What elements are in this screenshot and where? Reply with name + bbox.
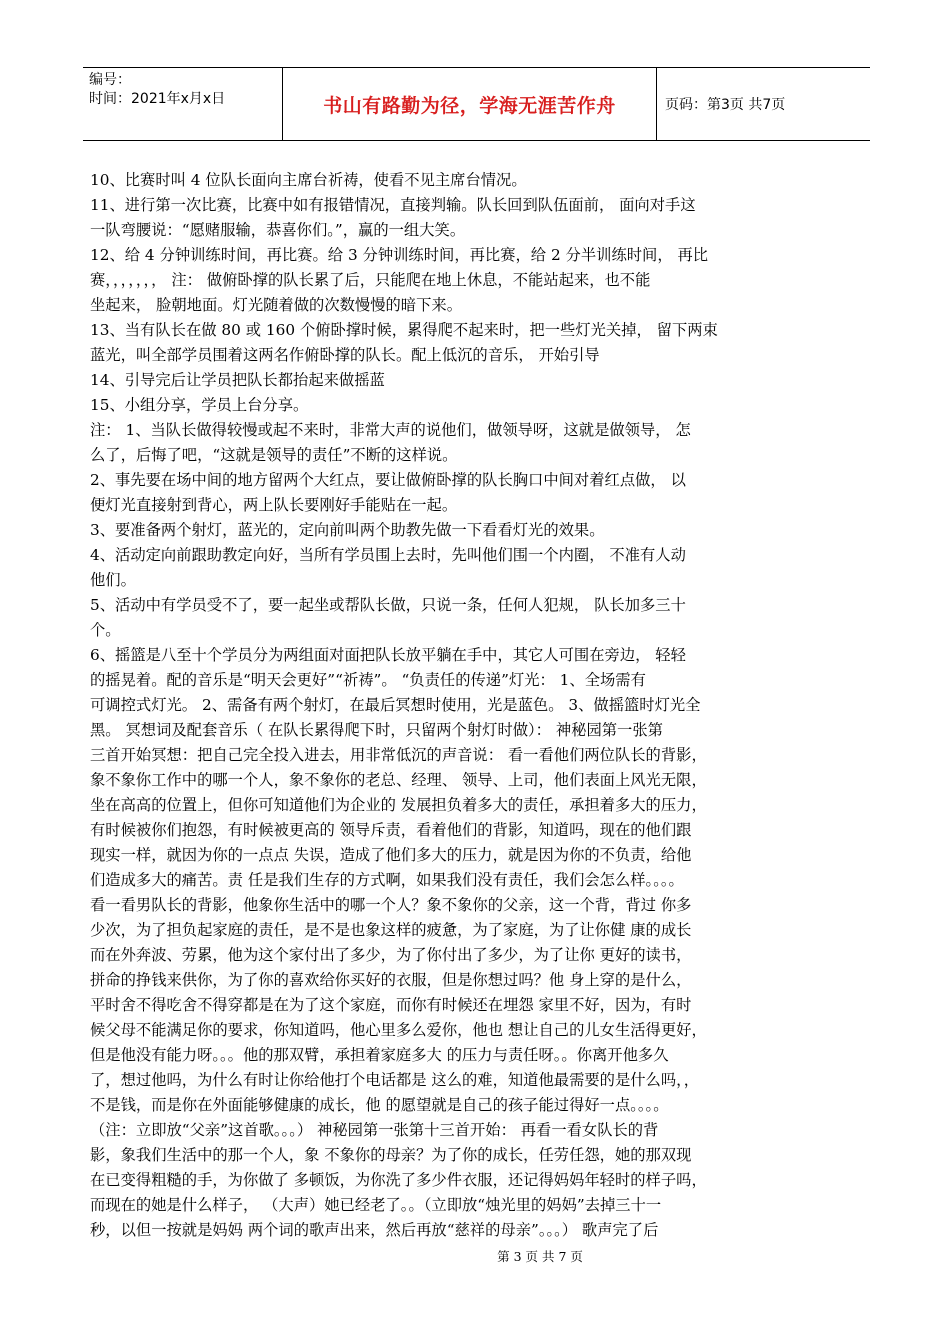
- page-footer: 第 3 页 共 7 页: [497, 1249, 583, 1264]
- text-line: 11、进行第一次比赛，比赛中如有报错情况，直接判输。队长回到队伍面前， 面向对手这: [90, 196, 696, 214]
- text-line: 不是钱，而是你在外面能够健康的成长，他 的愿望就是自己的孩子能过得好一点。。。。: [90, 1096, 669, 1114]
- text-line: 在已变得粗糙的手，为你做了 多顿饭，为你洗了多少件衣服，还记得妈妈年轻时的样子吗，: [90, 1171, 707, 1189]
- text-line: 黑。 冥想词及配套音乐（ 在队长累得爬下时，只留两个射灯时做）： 神秘园第一张第: [90, 721, 663, 739]
- text-line: 10、比赛时叫 4 位队长面向主席台祈祷，使看不见主席台情况。: [90, 171, 527, 189]
- text-line: 4、活动定向前跟助教定向好，当所有学员围上去时，先叫他们围一个内圈， 不准有人动: [90, 546, 686, 564]
- text-line: 赛，，，，，，， 注： 做俯卧撑的队长累了后，只能爬在地上休息，不能站起来，也不能: [90, 271, 651, 289]
- text-line: 们造成多大的痛苦。责 任是我们生存的方式啊，如果我们没有责任，我们会怎么样。。。。: [90, 871, 684, 889]
- text-line: 便灯光直接射到背心，两上队长要刚好手能贴在一起。: [90, 496, 458, 514]
- header-motto: 书山有路勤为径，学海无涯苦作舟: [283, 68, 657, 140]
- document-body: [90, 168, 862, 1243]
- text-line: 的摇晃着。配的音乐是“明天会更好”“祈祷”。 “负责任的传递”灯光： 1、全场需有: [90, 671, 646, 689]
- text-line: 他们。: [90, 571, 136, 589]
- text-line: 坐起来， 脸朝地面。灯光随着做的次数慢慢的暗下来。: [90, 296, 462, 314]
- text-line: 坐在高高的位置上，但你可知道他们为企业的 发展担负着多大的责任，承担着多大的压力，: [90, 796, 707, 814]
- text-line: 秒，以但一按就是妈妈 两个词的歌声出来，然后再放“慈祥的母亲”。。。） 歌声完了后: [90, 1221, 659, 1239]
- doc-time-label: 时间：2021年x月x日: [89, 91, 226, 107]
- text-line: 3、要准备两个射灯，蓝光的，定向前叫两个助教先做一下看看灯光的效果。: [90, 521, 605, 539]
- text-line: 13、当有队长在做 80 或 160 个俯卧撑时候，累得爬不起来时，把一些灯光关掉， 留下两束: [90, 321, 718, 339]
- text-line: 平时舍不得吃舍不得穿都是在为了这个家庭，而你有时候还在埋怨 家里不好，因为，有时: [90, 996, 692, 1014]
- text-line: 象不象你工作中的哪一个人，象不象你的老总、经理、 领导、上司，他们表面上风光无限，: [90, 771, 707, 789]
- text-line: 拼命的挣钱来供你，为了你的喜欢给你买好的衣服，但是你想过吗？他 身上穿的是什么，: [90, 971, 692, 989]
- text-line: 2、事先要在场中间的地方留两个大红点，要让做俯卧撑的队长胸口中间对着红点做， 以: [90, 471, 686, 489]
- text-line: 一队弯腰说：“愿赌服输，恭喜你们。”，赢的一组大笑。: [90, 221, 466, 239]
- text-line: 而现在的她是什么样子， （大声）她已经老了。。（立即放“烛光里的妈妈”去掉三十一: [90, 1196, 662, 1214]
- page-header: [83, 67, 870, 141]
- text-line: 少次，为了担负起家庭的责任，是不是也象这样的疲惫，为了家庭，为了让你健 康的成长: [90, 921, 692, 939]
- text-line: 三首开始冥想：把自己完全投入进去，用非常低沉的声音说： 看一看他们两位队长的背影，: [90, 746, 707, 764]
- text-line: 蓝光，叫全部学员围着这两名作俯卧撑的队长。配上低沉的音乐， 开始引导: [90, 346, 600, 364]
- text-line: 6、摇篮是八至十个学员分为两组面对面把队长放平躺在手中，其它人可围在旁边， 轻轻: [90, 646, 686, 664]
- text-line: 现实一样，就因为你的一点点 失误，造成了他们多大的压力，就是因为你的不负责，给他: [90, 846, 692, 864]
- text-line: 了，想过他吗，为什么有时让你给他打个电话都是 这么的难，知道他最需要的是什么吗，，: [90, 1071, 700, 1089]
- text-line: 15、小组分享，学员上台分享。: [90, 396, 309, 414]
- doc-id-label: 编号：: [89, 72, 131, 88]
- header-meta: [83, 68, 283, 140]
- text-line: 影，象我们生活中的那一个人，象 不象你的母亲？为了你的成长，任劳任怨，她的那双现: [90, 1146, 692, 1164]
- text-line: 有时候被你们抱怨，有时候被更高的 领导斥责，看着他们的背影，知道吗，现在的他们跟: [90, 821, 692, 839]
- header-page-label: 页码：第3页 共7页: [665, 97, 786, 113]
- text-line: 看一看男队长的背影，他象你生活中的哪一个人？象不象你的父亲，这一个背，背过 你多: [90, 896, 692, 914]
- text-line: 5、活动中有学员受不了，要一起坐或帮队长做，只说一条，任何人犯规， 队长加多三十: [90, 596, 686, 614]
- text-line: 但是他没有能力呀。。。他的那双臂，承担着家庭多大 的压力与责任呀。。你离开他多久: [90, 1046, 669, 1064]
- text-line: 12、给 4 分钟训练时间，再比赛。给 3 分钟训练时间，再比赛，给 2 分半训练时间， 再比: [90, 246, 709, 264]
- text-line: 可调控式灯光。 2、需备有两个射灯，在最后冥想时使用，光是蓝色。 3、做摇篮时灯光全: [90, 696, 701, 714]
- text-line: 个。: [90, 621, 121, 639]
- text-line: （注：立即放“父亲”这首歌。。。） 神秘园第一张第十三首开始： 再看一看女队长的背: [90, 1121, 659, 1139]
- text-line: 么了，后悔了吧，“这就是领导的责任”不断的这样说。: [90, 446, 458, 464]
- text-line: 14、引导完后让学员把队长都抬起来做摇蓝: [90, 371, 385, 389]
- text-line: 候父母不能满足你的要求，你知道吗，他心里多么爱你，他也 想让自己的儿女生活得更好，: [90, 1021, 707, 1039]
- text-line: 注： 1、当队长做得较慢或起不来时，非常大声的说他们，做领导呀，这就是做领导， 怎: [90, 421, 691, 439]
- text-line: 而在外奔波、劳累，他为这个家付出了多少，为了你付出了多少，为了让你 更好的读书，: [90, 946, 692, 964]
